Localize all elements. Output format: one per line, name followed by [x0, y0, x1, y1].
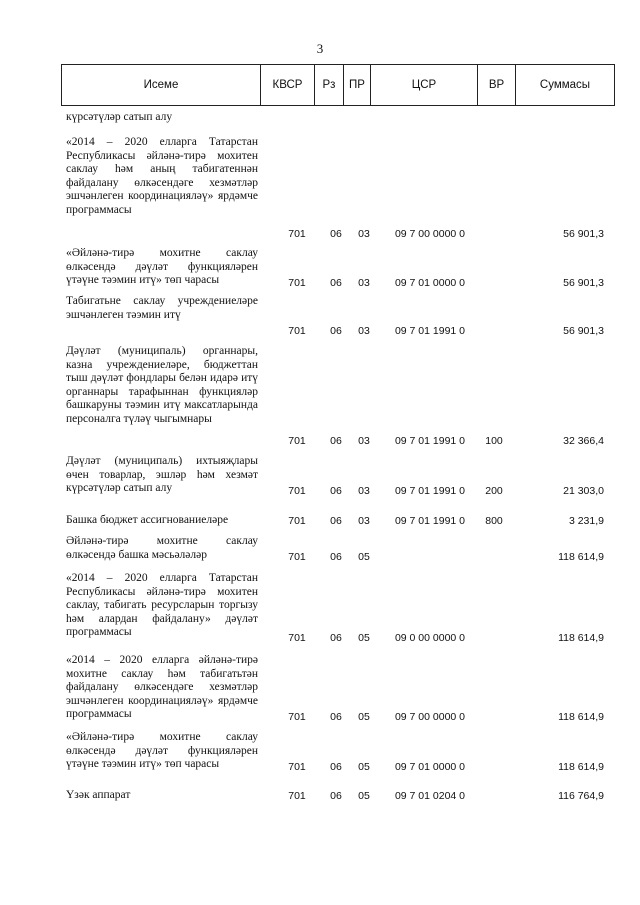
row-name: Дәүләт (муниципаль) ихтыяҗлары өчен товарлар, эшләр һәм хезмәт күрсәтүләр сатып алу: [66, 455, 258, 495]
row-sum: 32 366,4: [563, 435, 604, 447]
row-rz: 06: [330, 228, 342, 240]
row-rz: 06: [330, 325, 342, 337]
row-rz: 06: [330, 485, 342, 497]
row-csr: 09 7 01 1991 0: [394, 515, 466, 527]
row-csr: 09 0 00 0000 0: [394, 632, 466, 644]
row-name: «2014 – 2020 елларга Татарстан Республикасы әйләнә-тирә мохитен саклау, табигать ресурсларын торгызу һәм алардан файдалану» дәүләт программасы: [66, 572, 258, 639]
row-pr: 05: [358, 711, 370, 723]
row-kvsr: 701: [288, 515, 306, 527]
row-rz: 06: [330, 711, 342, 723]
header-rz: Рз: [315, 65, 344, 106]
row-pr: 03: [358, 277, 370, 289]
row-csr: 09 7 01 1991 0: [394, 435, 466, 447]
row-rz: 06: [330, 277, 342, 289]
row-pr: 05: [358, 632, 370, 644]
row-pr: 05: [358, 790, 370, 802]
row-csr: 09 7 01 0000 0: [394, 761, 466, 773]
row-rz: 06: [330, 790, 342, 802]
row-name: Әйләнә-тирә мохитне саклау өлкәсендә башка мәсьәләләр: [66, 535, 258, 561]
row-sum: 56 901,3: [563, 228, 604, 240]
row-kvsr: 701: [288, 435, 306, 447]
row-pr: 05: [358, 761, 370, 773]
row-name: «2014 – 2020 елларга Татарстан Республикасы әйләнә-тирә мохитен саклау һәм аның табигатеннән файдалану өлкәсендәге хезмәтләр эшчәнлеген координацияләү» ярдәмче программасы: [66, 136, 258, 216]
row-csr: 09 7 00 0000 0: [394, 228, 466, 240]
row-kvsr: 701: [288, 228, 306, 240]
row-pr: 03: [358, 485, 370, 497]
row-name: Башка бюджет ассигнованиеләре: [66, 514, 229, 526]
row-name: Табигатьне саклау учреждениеләре эшчәнлеген тәэмин итү: [66, 295, 258, 321]
row-pr: 05: [358, 551, 370, 563]
row-pr: 03: [358, 228, 370, 240]
row-vr: 200: [485, 485, 503, 497]
row-kvsr: 701: [288, 277, 306, 289]
header-pr: ПР: [344, 65, 371, 106]
header-name: Исеме: [62, 65, 261, 106]
row-sum: 56 901,3: [563, 325, 604, 337]
row-csr: 09 7 01 1991 0: [394, 485, 466, 497]
row-pr: 03: [358, 325, 370, 337]
row-name: Үзәк аппарат: [66, 789, 131, 801]
header-kvsr: КВСР: [261, 65, 315, 106]
row-kvsr: 701: [288, 761, 306, 773]
row-sum: 56 901,3: [563, 277, 604, 289]
row-sum: 116 764,9: [558, 790, 604, 802]
row-rz: 06: [330, 515, 342, 527]
table-header: [61, 64, 615, 106]
row-name: «Әйләнә-тирә мохитне саклау өлкәсендә дәүләт функцияләрен үтәүне тәэмин итү» төп чарасы: [66, 247, 258, 287]
row-name: күрсәтүләр сатып алу: [66, 111, 173, 123]
row-kvsr: 701: [288, 551, 306, 563]
page-number: 3: [316, 41, 324, 56]
row-kvsr: 701: [288, 632, 306, 644]
row-rz: 06: [330, 435, 342, 447]
row-csr: 09 7 01 1991 0: [394, 325, 466, 337]
row-sum: 118 614,9: [558, 761, 604, 773]
row-pr: 03: [358, 515, 370, 527]
row-kvsr: 701: [288, 711, 306, 723]
header-csr: ЦСР: [371, 65, 478, 106]
row-name: «Әйләнә-тирә мохитне саклау өлкәсендә дәүләт функцияләрен үтәүне тәэмин итү» төп чарасы: [66, 731, 258, 771]
row-sum: 118 614,9: [558, 632, 604, 644]
row-rz: 06: [330, 551, 342, 563]
header-sum: Суммасы: [516, 65, 615, 106]
row-csr: 09 7 00 0000 0: [394, 711, 466, 723]
row-pr: 03: [358, 435, 370, 447]
row-rz: 06: [330, 761, 342, 773]
row-rz: 06: [330, 632, 342, 644]
header-vr: ВР: [478, 65, 516, 106]
row-vr: 800: [485, 515, 503, 527]
row-sum: 118 614,9: [558, 551, 604, 563]
row-csr: 09 7 01 0000 0: [394, 277, 466, 289]
row-kvsr: 701: [288, 790, 306, 802]
row-kvsr: 701: [288, 485, 306, 497]
row-sum: 21 303,0: [563, 485, 604, 497]
row-kvsr: 701: [288, 325, 306, 337]
row-sum: 118 614,9: [558, 711, 604, 723]
row-sum: 3 231,9: [568, 515, 604, 527]
row-name: Дәүләт (муниципаль) органнары, казна учреждениеләре, бюджеттан тыш дәүләт фондлары белән идарә итү органнары тарафыннан функцияләр башкаруны тәэмин итү максатларында персоналга түләү чыгымнары: [66, 345, 258, 425]
row-csr: 09 7 01 0204 0: [394, 790, 466, 802]
row-vr: 100: [485, 435, 503, 447]
row-name: «2014 – 2020 елларга әйләнә-тирә мохитне саклау һәм табигатьтән файдалану өлкәсендәге хезмәтләр эшчәнлеген координацияләү» ярдәмче программасы: [66, 654, 258, 721]
